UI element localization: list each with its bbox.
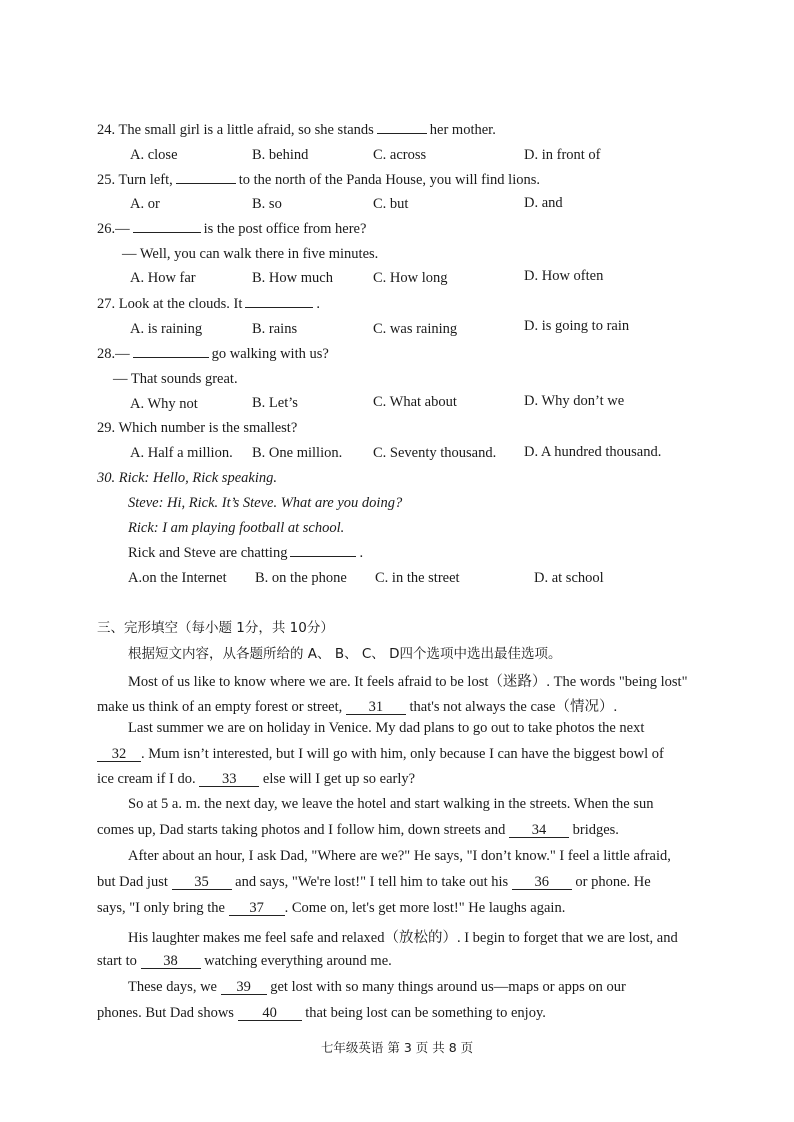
q30-stem-after: . — [359, 545, 364, 561]
passage-text: else will I get up so early? — [262, 771, 416, 787]
section-3-instruction: 根据短文内容，从各题所给的 A、 B、 C、 D四个选项中选出最佳选项。 — [128, 646, 562, 662]
passage-text: bridges. — [572, 822, 619, 838]
passage-line-9 — [97, 874, 651, 891]
q30-option-a: A.on the Internet — [128, 570, 227, 586]
q25-option-c: C. but — [373, 196, 409, 212]
passage-line-8: After about an hour, I ask Dad, "Where are we?" He says, "I don’t know." I feel a little afraid, — [128, 848, 671, 864]
passage-line-7 — [97, 822, 619, 839]
section-3-title: 三、完形填空（每小题 1分，共 10分） — [97, 620, 334, 636]
q26-option-d: D. How often — [524, 268, 604, 284]
q30-blank — [290, 555, 356, 557]
blank-39: 39 — [221, 980, 267, 995]
passage-text: says, "I only bring the — [97, 900, 225, 916]
q26-option-c: C. How long — [373, 270, 448, 286]
passage-line-10 — [97, 900, 565, 917]
passage-text: These days, we — [128, 979, 217, 995]
passage-text: make us think of an empty forest or street, — [97, 699, 343, 715]
passage-line-1: Most of us like to know where we are. It feels afraid to be lost（迷路）. The words "being lost" — [128, 674, 688, 690]
q28-reply: — That sounds great. — [113, 371, 238, 387]
q30-dialog-1: Steve: Hi, Rick. It’s Steve. What are you doing? — [128, 495, 403, 511]
passage-line-12 — [97, 953, 392, 970]
passage-text: watching everything around me. — [204, 953, 392, 969]
passage-text: but Dad just — [97, 874, 168, 890]
question-30: 30. Rick: Hello, Rick speaking. — [97, 470, 277, 486]
passage-text: comes up, Dad starts taking photos and I follow him, down streets and — [97, 822, 506, 838]
q28-option-d: D. Why don’t we — [524, 393, 625, 409]
q29-option-d: D. A hundred thousand. — [524, 444, 662, 460]
blank-32: 32 — [97, 747, 141, 762]
q27-text: 27. Look at the clouds. It — [97, 296, 243, 312]
passage-text: start to — [97, 953, 137, 969]
q28-text: 28.— — [97, 346, 130, 362]
question-24 — [97, 122, 496, 139]
blank-36: 36 — [512, 875, 572, 890]
q28-blank — [133, 356, 209, 358]
passage-text: ice cream if I do. — [97, 771, 196, 787]
q27-option-d: D. is going to rain — [524, 318, 630, 334]
q25-text: 25. Turn left, — [97, 172, 173, 188]
q25-option-b: B. so — [252, 196, 282, 212]
q29-option-b: B. One million. — [252, 445, 343, 461]
passage-line-4 — [97, 746, 664, 763]
q26-blank — [133, 231, 201, 233]
passage-text: and says, "We're lost!" I tell him to take out his — [235, 874, 509, 890]
passage-text: phones. But Dad shows — [97, 1005, 234, 1021]
q30-stem — [128, 545, 363, 562]
q24-option-a: A. close — [130, 147, 178, 163]
passage-line-3: Last summer we are on holiday in Venice. My dad plans to go out to take photos the next — [128, 720, 645, 736]
q24-text-after: her mother. — [429, 122, 496, 138]
passage-text: that being lost can be something to enjoy. — [305, 1005, 546, 1021]
q30-dialog-2: Rick: I am playing football at school. — [128, 520, 345, 536]
q28-option-c: C. What about — [373, 394, 457, 410]
passage-text: that's not always the case（情况）. — [409, 699, 618, 715]
passage-line-14 — [97, 1005, 546, 1022]
q27-option-c: C. was raining — [373, 321, 458, 337]
q28-text-after: go walking with us? — [211, 346, 329, 362]
q25-option-d: D. and — [524, 195, 563, 211]
passage-line-11: His laughter makes me feel safe and relaxed（放松的）. I begin to forget that we are lost, and — [128, 930, 678, 946]
blank-37: 37 — [229, 901, 285, 916]
passage-text: . Mum isn’t interested, but I will go with him, only because I can have the biggest bowl of — [141, 746, 664, 762]
q28-option-b: B. Let’s — [252, 395, 298, 411]
q27-text-after: . — [316, 296, 321, 312]
passage-text: get lost with so many things around us—maps or apps on our — [270, 979, 626, 995]
q26-text-after: is the post office from here? — [203, 221, 367, 237]
question-26 — [97, 221, 366, 238]
q30-option-b: B. on the phone — [255, 570, 347, 586]
q25-text-after: to the north of the Panda House, you will find lions. — [238, 172, 540, 188]
q29-option-a: A. Half a million. — [130, 445, 233, 461]
q26-text: 26.— — [97, 221, 130, 237]
passage-text: or phone. He — [575, 874, 651, 890]
blank-33: 33 — [199, 772, 259, 787]
question-28 — [97, 346, 329, 363]
blank-35: 35 — [172, 875, 232, 890]
question-25 — [97, 172, 540, 189]
blank-31: 31 — [346, 700, 406, 715]
q30-option-d: D. at school — [534, 570, 604, 586]
passage-line-2 — [97, 695, 617, 716]
q24-text: 24. The small girl is a little afraid, so she stands — [97, 122, 374, 138]
q24-option-b: B. behind — [252, 147, 309, 163]
page-footer: 七年级英语 第 3 页 共 8 页 — [320, 1040, 474, 1055]
q28-option-a: A. Why not — [130, 396, 198, 412]
q25-blank — [176, 182, 236, 184]
passage-line-6: So at 5 a. m. the next day, we leave the hotel and start walking in the streets. When the sun — [128, 796, 654, 812]
q26-option-b: B. How much — [252, 270, 333, 286]
blank-40: 40 — [238, 1006, 302, 1021]
passage-text: . Come on, let's get more lost!" He laughs again. — [284, 900, 566, 916]
q24-option-c: C. across — [373, 147, 427, 163]
q27-option-b: B. rains — [252, 321, 298, 337]
q30-stem-text: Rick and Steve are chatting — [128, 545, 288, 561]
blank-38: 38 — [141, 954, 201, 969]
q27-option-a: A. is raining — [130, 321, 203, 337]
question-29: 29. Which number is the smallest? — [97, 420, 298, 436]
blank-34: 34 — [509, 823, 569, 838]
q26-option-a: A. How far — [130, 270, 196, 286]
question-27 — [97, 296, 320, 313]
q30-option-c: C. in the street — [375, 570, 460, 586]
q27-blank — [245, 306, 313, 308]
q25-option-a: A. or — [130, 196, 160, 212]
passage-line-5 — [97, 771, 415, 788]
q24-option-d: D. in front of — [524, 147, 601, 163]
q29-option-c: C. Seventy thousand. — [373, 445, 497, 461]
passage-line-13 — [128, 979, 626, 996]
q24-blank — [377, 132, 427, 134]
q26-reply: — Well, you can walk there in five minutes. — [122, 246, 379, 262]
